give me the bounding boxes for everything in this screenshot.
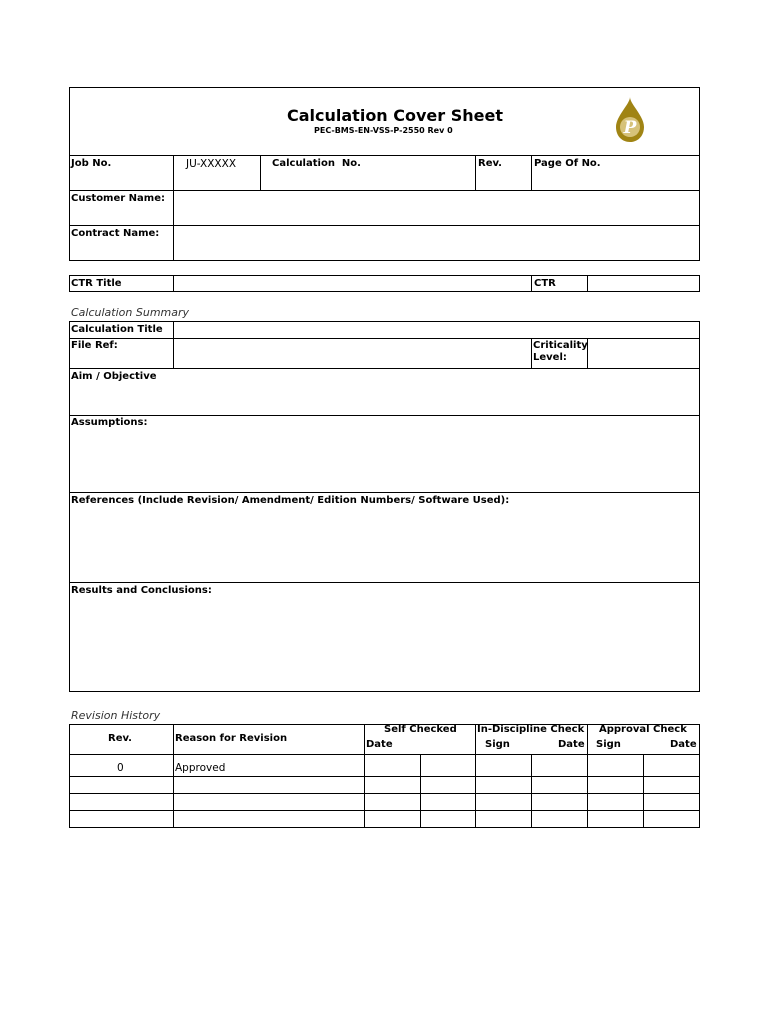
calculation-title-field[interactable]: [174, 322, 699, 338]
approval-date-header: Date: [670, 739, 697, 750]
calculation-no-label: Calculation No.: [272, 158, 361, 169]
rev-column-header: Rev.: [108, 733, 132, 744]
company-logo: [612, 96, 648, 144]
approval-sign-header: Sign: [596, 739, 621, 750]
approval-check-header: Approval Check: [599, 724, 687, 735]
contract-name-label: Contract Name:: [71, 228, 160, 239]
customer-name-label: Customer Name:: [71, 193, 165, 204]
references-field[interactable]: [70, 508, 699, 582]
revision-row-reason[interactable]: Approved: [175, 762, 226, 774]
ctr-field[interactable]: [588, 276, 699, 291]
results-conclusions-label: Results and Conclusions:: [71, 585, 212, 596]
customer-name-field[interactable]: [174, 191, 699, 225]
in-discipline-date-header: Date: [558, 739, 585, 750]
in-discipline-sign-header: Sign: [485, 739, 510, 750]
aim-objective-label: Aim / Objective: [71, 371, 157, 382]
table-row[interactable]: [70, 811, 699, 827]
criticality-level-field[interactable]: [588, 339, 699, 368]
revision-row-rev[interactable]: 0: [117, 762, 124, 774]
criticality-level-label-line1: Criticality: [533, 340, 588, 351]
table-row[interactable]: [70, 777, 699, 793]
calculation-title-label: Calculation Title: [71, 324, 163, 335]
in-discipline-check-header: In-Discipline Check: [477, 724, 585, 735]
calculation-summary-heading: Calculation Summary: [71, 306, 190, 319]
job-no-value[interactable]: JU-XXXXX: [186, 158, 237, 170]
self-checked-date-header: Date: [366, 739, 393, 750]
results-conclusions-field[interactable]: [70, 598, 699, 691]
page-of-no-label: Page Of No.: [534, 158, 601, 169]
job-no-label: Job No.: [71, 158, 112, 169]
reason-column-header: Reason for Revision: [175, 733, 288, 744]
table-row[interactable]: [70, 794, 699, 810]
file-ref-label: File Ref:: [71, 340, 118, 351]
criticality-level-label-line2: Level:: [533, 352, 567, 363]
logo-letter: P: [623, 118, 637, 138]
assumptions-label: Assumptions:: [71, 417, 148, 428]
ctr-label: CTR: [534, 278, 556, 289]
references-label: References (Include Revision/ Amendment/ Edition Numbers/ Software Used):: [71, 495, 510, 506]
assumptions-field[interactable]: [70, 430, 699, 492]
revision-history-heading: Revision History: [71, 709, 161, 722]
rev-label: Rev.: [478, 158, 502, 169]
file-ref-field[interactable]: [174, 339, 531, 368]
document-title: Calculation Cover Sheet: [287, 106, 504, 125]
aim-objective-field[interactable]: [70, 384, 699, 415]
ctr-title-label: CTR Title: [71, 278, 122, 289]
contract-name-field[interactable]: [174, 226, 699, 260]
document-reference: PEC-BMS-EN-VSS-P-2550 Rev 0: [314, 126, 453, 135]
self-checked-header: Self Checked: [384, 724, 457, 735]
ctr-title-field[interactable]: [174, 276, 531, 291]
